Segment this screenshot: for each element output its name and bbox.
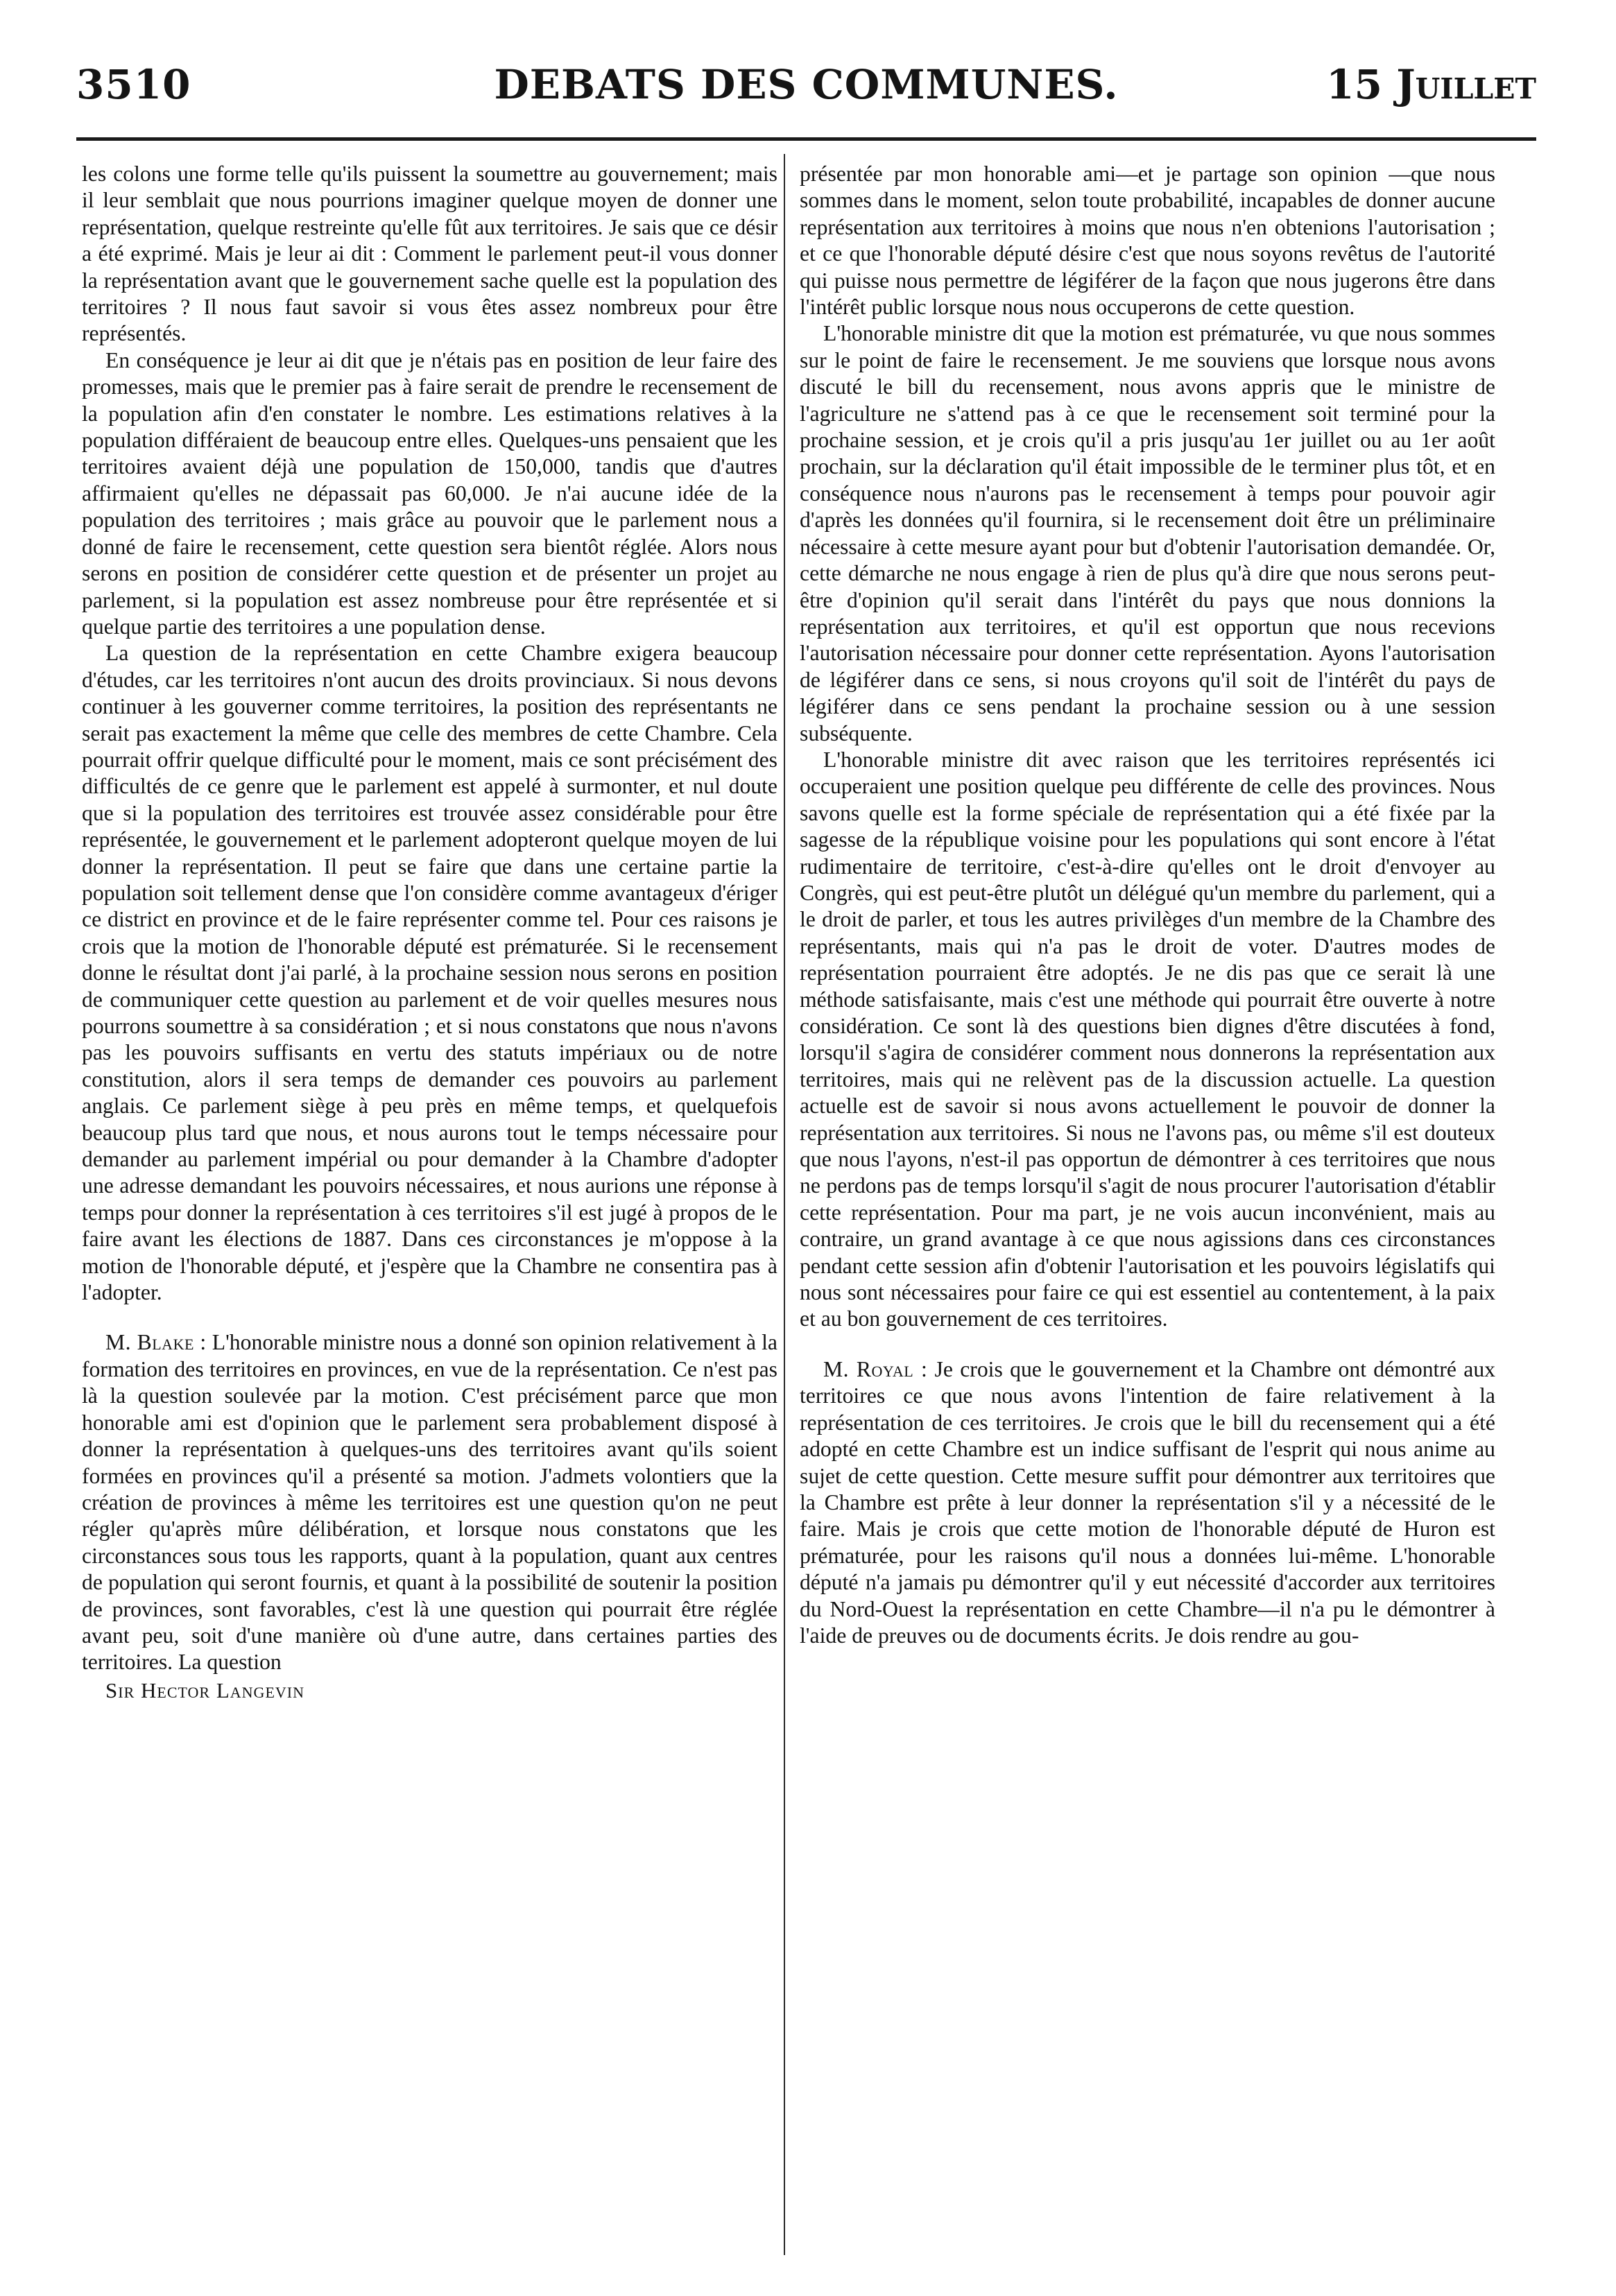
header-rule bbox=[76, 137, 1536, 141]
speech-royal bbox=[800, 1356, 1495, 1649]
paragraph: les colons une forme telle qu'ils puissent la soumettre au gouvernement; mais il leur semblait que nous pourrions imaginer quelque moyen de donner une représentation, quelque restreinte qu'elle fût aux territoires. Je sais que ce désir a été exprimé. Mais je leur ai dit : Comment le parlement peut-il vous donner la représentation avant que le gouvernement sache quelle est la population des territoires ? Il nous faut savoir si vous êtes assez nombreux pour être représentés. bbox=[82, 162, 777, 346]
speaker-name: M. Royal : bbox=[823, 1356, 928, 1381]
paragraph: L'honorable ministre dit que la motion est prématurée, vu que nous sommes sur le point de faire le recensement. Je me souviens que lorsque nous avons discuté le bill du recensement, nous avons appris que le ministre de l'agriculture ne s'attend pas à ce que le recensement soit terminé pour la prochaine session, et je crois qu'il a pris jusqu'au 1er juillet ou au 1er août prochain, sur la déclaration qu'il était impossible de le terminer plus tôt, et en conséquence nous n'aurons pas le recensement à temps pour pouvoir agir d'après les données qu'il fournira, si le recensement doit être un préliminaire nécessaire à cette mesure ayant pour but d'obtenir l'autorisation demandée. Or, cette démarche ne nous engage à rien de plus qu'à dire que nous serons peut-être d'opinion qu'il serait dans l'intérêt du pays que nous donnions la représentation aux territoires, et qu'il est opportun que nous recevions l'autorisation nécessaire pour donner cette représentation. Ayons l'autorisation de légiférer dans ce sens, si nous croyons qu'il soit de l'intérêt du pays de légiférer dans ce sens pendant la prochaine session ou à une session subséquente. bbox=[800, 321, 1495, 745]
right-column bbox=[800, 161, 1495, 2234]
column-divider bbox=[784, 154, 785, 2255]
journal-title: DEBATS DES COMMUNES. bbox=[494, 61, 1119, 108]
page-number: 3510 bbox=[76, 61, 191, 108]
speaker-name: M. Blake : bbox=[105, 1330, 207, 1355]
speech-text: L'honorable ministre nous a donné son opinion relativement à la formation des territoires en provinces, en vue de la représentation. Ce n'est pas là la question soulevée par la motion. C'est précisément parce que mon honorable ami est d'opinion que le parlement sera probablement disposé à donner la représentation à quelques-uns des territoires avant qu'ils soient formées en provinces qu'il a présenté sa motion. J'admets volontiers que la création de provinces à même les territoires est une question qu'on ne peut régler qu'après mûre délibération, et lorsque nous constatons que les circonstances sous tous les rapports, quant à la population, quant aux centres de population qui seront fournis, et quant à la possibilité de soutenir la position de provinces, sont favorables, c'est là une question qui pourrait être réglée avant peu, soit d'une manière où d'une autre, dans certaines parties des territoires. La question bbox=[82, 1330, 777, 1675]
page-header bbox=[76, 61, 1536, 130]
speech-blake bbox=[82, 1329, 777, 1675]
running-speaker: Sir Hector Langevin bbox=[105, 1677, 304, 1702]
speech-text: Je crois que le gouvernement et la Chambre ont démontré aux territoires ce que nous avons l'intention de faire relativement à la représentation de ces territoires. Je crois que le bill du recensement qui a été adopté en cette Chambre est un indice suffisant de l'esprit qui nous anime au sujet de cette question. Cette mesure suffit pour démontrer aux territoires que la Chambre est prête à leur donner la représentation s'il y a nécessité de le faire. Mais je crois que cette motion de l'honorable député de Huron est prématurée, pour les raisons qu'il nous a données lui-même. L'honorable député n'a jamais pu démontrer qu'il y eut nécessité d'accorder aux territoires du Nord-Ouest la représentation en cette Chambre—il n'a pu le démontrer à l'aide de preuves ou de documents écrits. Je dois rendre au gou- bbox=[800, 1356, 1495, 1648]
paragraph: présentée par mon honorable ami—et je partage son opinion —que nous sommes dans le moment, selon toute probabilité, incapables de donner aucune représentation aux territoires à moins que nous n'en obtenions l'autorisation ; et ce que l'honorable député désire c'est que nous soyons revêtus de l'autorité qui puisse nous permettre de légiférer de la façon que nous jugerons être dans l'intérêt public lorsque nous nous occuperons de cette question. bbox=[800, 162, 1495, 320]
left-column bbox=[82, 161, 777, 2234]
paragraph: La question de la représentation en cette Chambre exigera beaucoup d'études, car les territoires n'ont aucun des droits provinciaux. Si nous devons continuer à les gouverner comme territoires, la position des représentants ne serait pas exactement la même que celle des membres de cette Chambre. Cela pourrait offrir quelque difficulté pour le moment, mais ce sont précisément des difficultés de ce genre que le parlement est appelé à surmonter, et nul doute que si la population des territoires est trouvée assez considérable pour être représentée, le gouvernement et le parlement adopteront quelque moyen de lui donner la représentation. Il peut se faire que dans une certaine partie la population soit tellement dense que l'on considère comme avantageux d'ériger ce district en province et de le faire représenter comme tel. Pour ces raisons je crois que la motion de l'honorable député est prématurée. Si le recensement donne le résultat dont j'ai parlé, à la prochaine session nous serons en position de communiquer cette question au parlement et de voir quelles mesures nous pourrons soumettre à sa considération ; et si nous constatons que nous n'avons pas les pouvoirs suffisants en vertu des statuts impériaux ou de notre constitution, alors il sera temps de demander ces pouvoirs au parlement anglais. Ce parlement siège à peu près en même temps, et quelquefois beaucoup plus tard que nous, et nous aurons tout le temps nécessaire pour demander au parlement impérial ou pour demander à la Chambre d'adopter une adresse demandant les pouvoirs nécessaires, et nous aurions une réponse à temps pour donner la représentation à ces territoires s'il est jugé à propos de le faire avant les élections de 1887. Dans ces circonstances je m'oppose à la motion de l'honorable député, et j'espère que la Chambre ne consentira pas à l'adopter. bbox=[82, 641, 777, 1305]
paragraph: L'honorable ministre dit avec raison que les territoires représentés ici occuperaient une position quelque peu différente de celle des provinces. Nous savons quelle est la forme spéciale de représentation qui a été fixée par la sagesse de la république voisine pour les populations qui sont encore à l'état rudimentaire de territoire, c'est-à-dire qu'elles ont le droit d'envoyer au Congrès, qui est peut-être plutôt un délégué qu'un membre du parlement, qui a le droit de parler, et tous les autres privilèges d'un membre de la Chambre des représentants, mais qui n'a pas le droit de voter. D'autres modes de représentation pourraient être adoptés. Je ne dis pas que ce serait là une méthode satisfaisante, mais c'est une méthode qui pourrait être ouverte à notre considération. Ce sont là des questions bien dignes d'être discutées à fond, lorsqu'il s'agira de considérer comment nous donnerons la représentation aux territoires, mais qui ne relèvent pas de la discussion actuelle. La question actuelle est de savoir si nous avons actuellement le pouvoir de donner la représentation aux territoires. Si nous ne l'avons pas, ou même s'il est douteux que nous l'ayons, n'est-il pas opportun de démontrer à ces territoires que nous ne perdons pas de temps lorsqu'il s'agit de nous procurer l'autorisation d'établir cette représentation. Pour ma part, je ne vois aucun inconvénient, mais au contraire, un grand avantage à ce que nous agissions dans ces circonstances pendant cette session afin d'obtenir l'autorisation et les pouvoirs législatifs qui nous sont nécessaires pour faire ce qui est essentiel au contentement, à la paix et au bon gouvernement de ces territoires. bbox=[800, 747, 1495, 1331]
header-date: 15 Juillet bbox=[1326, 61, 1536, 108]
paragraph: En conséquence je leur ai dit que je n'étais pas en position de leur faire des promesses, mais que le premier pas à faire serait de prendre le recensement de la population afin d'en constater le nombre. Les estimations relatives à la population différaient de beaucoup entre elles. Quelques-uns pensaient que les territoires avaient déjà une population de 150,000, tandis que d'autres affirmaient qu'elles ne dépassait pas 60,000. Je n'ai aucune idée de la population des territoires ; mais grâce au pouvoir que le parlement nous a donné de faire le recensement, cette question sera bientôt réglée. Alors nous serons en position de considérer cette question et de présenter un projet au parlement, si la population est assez nombreuse pour être représentée et si quelque partie des territoires a une population dense. bbox=[82, 347, 777, 639]
